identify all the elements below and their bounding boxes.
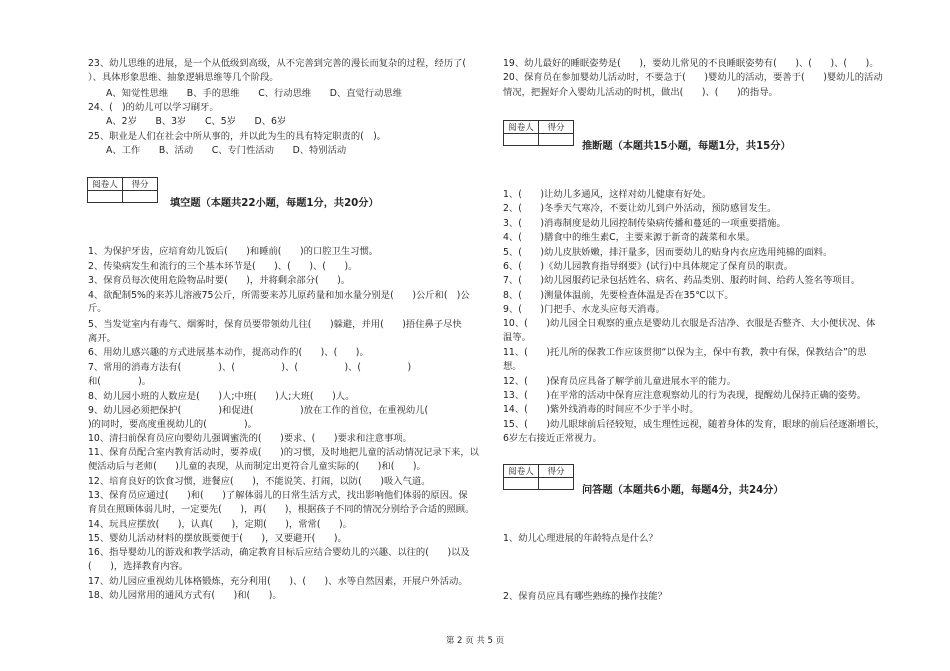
reviewer-cell bbox=[504, 478, 539, 490]
question-23-line-1: 23、幼儿思维的进展，是一个从低级到高级，从不完善到完善的漫长而复杂的过程，经历了( bbox=[88, 58, 467, 69]
fill-line: )的同时，要高度重视幼儿的( )。 bbox=[88, 419, 257, 430]
page-footer: 第 2 页 共 5 页 bbox=[445, 636, 505, 646]
fill-line: 11、保育员配合室内教育活动时，要养成( )的习惯，及时地把儿童的活动情况记录下来，以 bbox=[88, 447, 479, 458]
fill-line: 育员在照顾体弱儿时，一定要先( )，再( )，根据孩子不同的情况分别给予合适的照顾。 bbox=[88, 504, 475, 515]
judge-line: 13、( )在平常的活动中保育应注意观察幼儿的行为表现，提醒幼儿保持正确的姿势。 bbox=[503, 390, 867, 401]
fill-line: 17、幼儿园应重视幼儿体格锻炼，充分利用( )、( )、水等自然因素，开展户外活动。 bbox=[88, 576, 468, 587]
judge-line: 9、( )门把手、水龙头应每天消毒。 bbox=[503, 304, 665, 315]
score-box-judge bbox=[503, 120, 574, 146]
fill-line: 16、指导婴幼儿的游戏和教学活动，确定教育目标后应结合婴幼儿的兴趣、以往的( )以及 bbox=[88, 547, 470, 558]
qa-question-1: 1、幼儿心理进展的年龄特点是什么？ bbox=[503, 533, 658, 544]
score-box-qa bbox=[503, 464, 574, 490]
section-title-fill: 填空题（本题共22小题，每题1分，共20分） bbox=[170, 198, 379, 209]
score-box-fill bbox=[87, 177, 158, 203]
qa-question-2: 2、保育员应具有哪些熟练的操作技能？ bbox=[503, 591, 667, 602]
reviewer-cell bbox=[88, 191, 123, 203]
fill-line: 1、为保护牙齿，应培育幼儿饭后( )和睡前( )的口腔卫生习惯。 bbox=[88, 246, 379, 257]
judge-line: 3、( )消毒制度是幼儿园控制传染病传播和蔓延的一项重要措施。 bbox=[503, 218, 786, 229]
fill-line: 13、保育员应通过( )和( )了解体弱儿的日常生活方式，找出影响他们体弱的原因。保 bbox=[88, 490, 468, 501]
question-20-line-1: 20、保育员在参加婴幼儿活动时，不要急于( )婴幼儿的活动，要善于( )婴幼儿的活动 bbox=[503, 72, 883, 83]
judge-line: 14、( )紫外线消毒的时间应不少于半小时。 bbox=[503, 404, 699, 415]
score-cell bbox=[539, 478, 574, 490]
question-23-options: A、知觉性思维 B、手的思维 C、行动思维 D、直觉行动思维 bbox=[106, 88, 402, 99]
fill-line: ( )，选择教育内容。 bbox=[88, 561, 189, 572]
judge-line: 15、( )幼儿眼球前后径较短，成生理性远视，随着身体的发育，眼球的前后径逐渐增长， bbox=[503, 419, 885, 430]
judge-line: 想。 bbox=[503, 361, 522, 372]
question-25: 25、职业是人们在社会中所从事的，并以此为生的具有特定职责的( )。 bbox=[88, 131, 386, 142]
section-title-judge: 推断题（本题共15小题，每题1分，共15分） bbox=[582, 141, 791, 152]
score-label: 得分 bbox=[539, 121, 574, 134]
judge-line: 8、( )测量体温前，先要检查体温是否在35℃以下。 bbox=[503, 290, 734, 301]
judge-line: 2、( )冬季天气寒冷，不要让幼儿到户外活动，预防感冒发生。 bbox=[503, 203, 777, 214]
score-cell bbox=[123, 191, 158, 203]
fill-line: 便活动后与老师( )儿童的表现，从而制定出更符合儿童实际的( )和( )。 bbox=[88, 461, 426, 472]
fill-line: 14、玩具应摆放( )，认真( )，定期( )，常常( )。 bbox=[88, 519, 352, 530]
fill-line: 4、欲配制5%的来苏儿溶液75公斤，所需要来苏儿原药量和加水量分别是( )公斤和( )公 bbox=[88, 290, 470, 301]
score-label: 得分 bbox=[539, 465, 574, 478]
judge-line: 4、( )膳食中的维生素C，主要来源于新奇的蔬菜和水果。 bbox=[503, 232, 756, 243]
fill-line: 斤。 bbox=[88, 303, 107, 314]
judge-line: 10、( )幼儿园全日观察的重点是婴幼儿衣服是否洁净、衣服是否整齐、大小便状况、体 bbox=[503, 318, 876, 329]
fill-line: 8、幼儿园小班的人数应是( )人;中班( )人;大班( )人。 bbox=[88, 391, 355, 402]
question-20-line-2: 情况，把握好介入婴幼儿活动的时机，做出( )、( )的指导。 bbox=[503, 87, 778, 98]
question-24-options: A、2岁 B、3岁 C、5岁 D、6岁 bbox=[106, 116, 287, 127]
question-25-options: A、工作 B、活动 C、专门性活动 D、特别活动 bbox=[106, 145, 347, 156]
fill-line: 和( )。 bbox=[88, 376, 152, 387]
fill-line: 2、传染病发生和流行的三个基本环节是( )、( )、( )。 bbox=[88, 261, 358, 272]
judge-line: 7、( )幼儿园服药记录包括姓名、病名、药品类别、服药时间、给药人签名等项目。 bbox=[503, 275, 861, 286]
reviewer-label: 阅卷人 bbox=[504, 121, 539, 134]
score-cell bbox=[539, 134, 574, 146]
fill-line: 7、常用的消毒方法有( )、( )、( )、( ) bbox=[88, 362, 412, 373]
fill-line: 15、婴幼儿活动材料的摆放既要便于( )，又要避开( )。 bbox=[88, 533, 347, 544]
reviewer-cell bbox=[504, 134, 539, 146]
fill-line: 18、幼儿园常用的通风方式有( )和( )。 bbox=[88, 590, 282, 601]
section-title-qa: 问答题（本题共6小题，每题4分，共24分） bbox=[582, 485, 784, 496]
judge-line: 11、( )托儿所的保教工作应该贯彻“以保为主，保中有教，教中有保，保教结合”的思 bbox=[503, 347, 867, 358]
judge-line: 温等。 bbox=[503, 332, 531, 343]
judge-line: 5、( )幼儿皮肤娇嫩，排汗量多，因而要幼儿的贴身内衣应选用纯棉的面料。 bbox=[503, 247, 833, 258]
fill-line: 12、培育良好的饮食习惯，进餐应( )，不能说笑、打闹，以防( )吸入气道。 bbox=[88, 476, 431, 487]
judge-line: 6、( )《幼儿园教育指导纲要》(试行)中具体规定了保育员的职责。 bbox=[503, 261, 794, 272]
fill-line: 6、用幼儿感兴趣的方式进展基本动作，提高动作的( )、( )。 bbox=[88, 347, 369, 358]
question-24: 24、( )的幼儿可以学习刷牙。 bbox=[88, 102, 219, 113]
judge-line: 6岁左右接近正常视力。 bbox=[503, 433, 602, 444]
judge-line: 1、( )让幼儿多通风，这样对幼儿健康有好处。 bbox=[503, 189, 712, 200]
fill-line: 9、幼儿园必须把保护( )和促进( )放在工作的首位，在重视幼儿( bbox=[88, 405, 447, 416]
fill-line: 3、保育员每次使用危险物品时要( )，并将剩余部分( )。 bbox=[88, 275, 351, 286]
reviewer-label: 阅卷人 bbox=[88, 178, 123, 191]
question-19: 19、幼儿最好的睡眠姿势是( )，要幼儿常见的不良睡眠姿势有( )、( )、( )。 bbox=[503, 58, 879, 69]
fill-line: 5、当发觉室内有毒气、烟雾时，保育员要带领幼儿往( )躲避，并用( )捂住鼻子尽快 bbox=[88, 319, 462, 330]
fill-line: 10、清扫前保育员应向婴幼儿强调蜜洗的( )要求、( )要求和注意事项。 bbox=[88, 433, 412, 444]
judge-line: 12、( )保育员应具备了解学前儿童进展水平的能力。 bbox=[503, 376, 736, 387]
fill-line: 离开。 bbox=[88, 333, 116, 344]
reviewer-label: 阅卷人 bbox=[504, 465, 539, 478]
score-label: 得分 bbox=[123, 178, 158, 191]
question-23-line-2: ）、具体形象思维、抽象逻辑思维等几个阶段。 bbox=[88, 72, 279, 83]
